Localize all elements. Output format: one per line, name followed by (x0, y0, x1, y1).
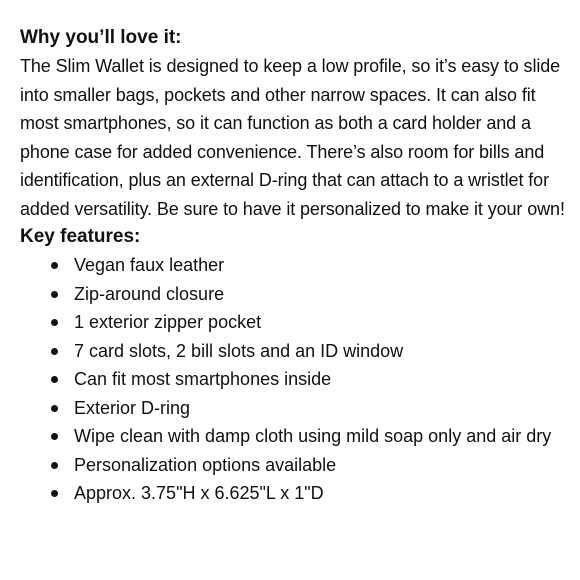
bullet-icon (51, 405, 58, 412)
feature-item (20, 479, 565, 508)
feature-item (20, 422, 565, 451)
feature-item (20, 308, 565, 337)
bullet-icon (51, 262, 58, 269)
feature-item (20, 337, 565, 366)
feature-text: Zip-around closure (74, 283, 225, 304)
bullet-icon (51, 348, 58, 355)
feature-text: Wipe clean with damp cloth using mild soap only and air dry (74, 426, 552, 446)
bullet-icon (51, 291, 58, 298)
feature-text: Exterior D-ring (74, 397, 191, 418)
feature-text: 1 exterior zipper pocket (74, 312, 262, 332)
product-description (20, 24, 565, 508)
bullet-icon (51, 462, 58, 469)
feature-text: Vegan faux leather (74, 255, 225, 275)
feature-item (20, 451, 565, 480)
feature-item (20, 365, 565, 394)
feature-text: Approx. 3.75"H x 6.625"L x 1"D (74, 483, 324, 503)
feature-item (20, 251, 565, 280)
why-love-it-paragraph: The Slim Wallet is designed to keep a low profile, so it’s easy to slide into smaller bags, pockets and other narrow spaces. It can also fit most smartphones, so it can function as both a card holder and a phone case for added convenience. There’s also room for bills and identification, plus an external D-ring that can attach to a wristlet for added versatility. Be sure to have it personalized to make it your own! (20, 56, 565, 219)
feature-item (20, 394, 565, 423)
key-features-heading: Key features: (20, 226, 141, 247)
why-love-it-heading: Why you’ll love it: (20, 27, 182, 48)
feature-text: 7 card slots, 2 bill slots and an ID window (74, 340, 404, 361)
bullet-icon (51, 376, 58, 383)
key-features-list (20, 251, 565, 508)
feature-text: Personalization options available (74, 454, 337, 475)
bullet-icon (51, 433, 58, 440)
feature-item (20, 280, 565, 309)
bullet-icon (51, 490, 58, 497)
feature-text: Can fit most smartphones inside (74, 369, 332, 389)
bullet-icon (51, 319, 58, 326)
